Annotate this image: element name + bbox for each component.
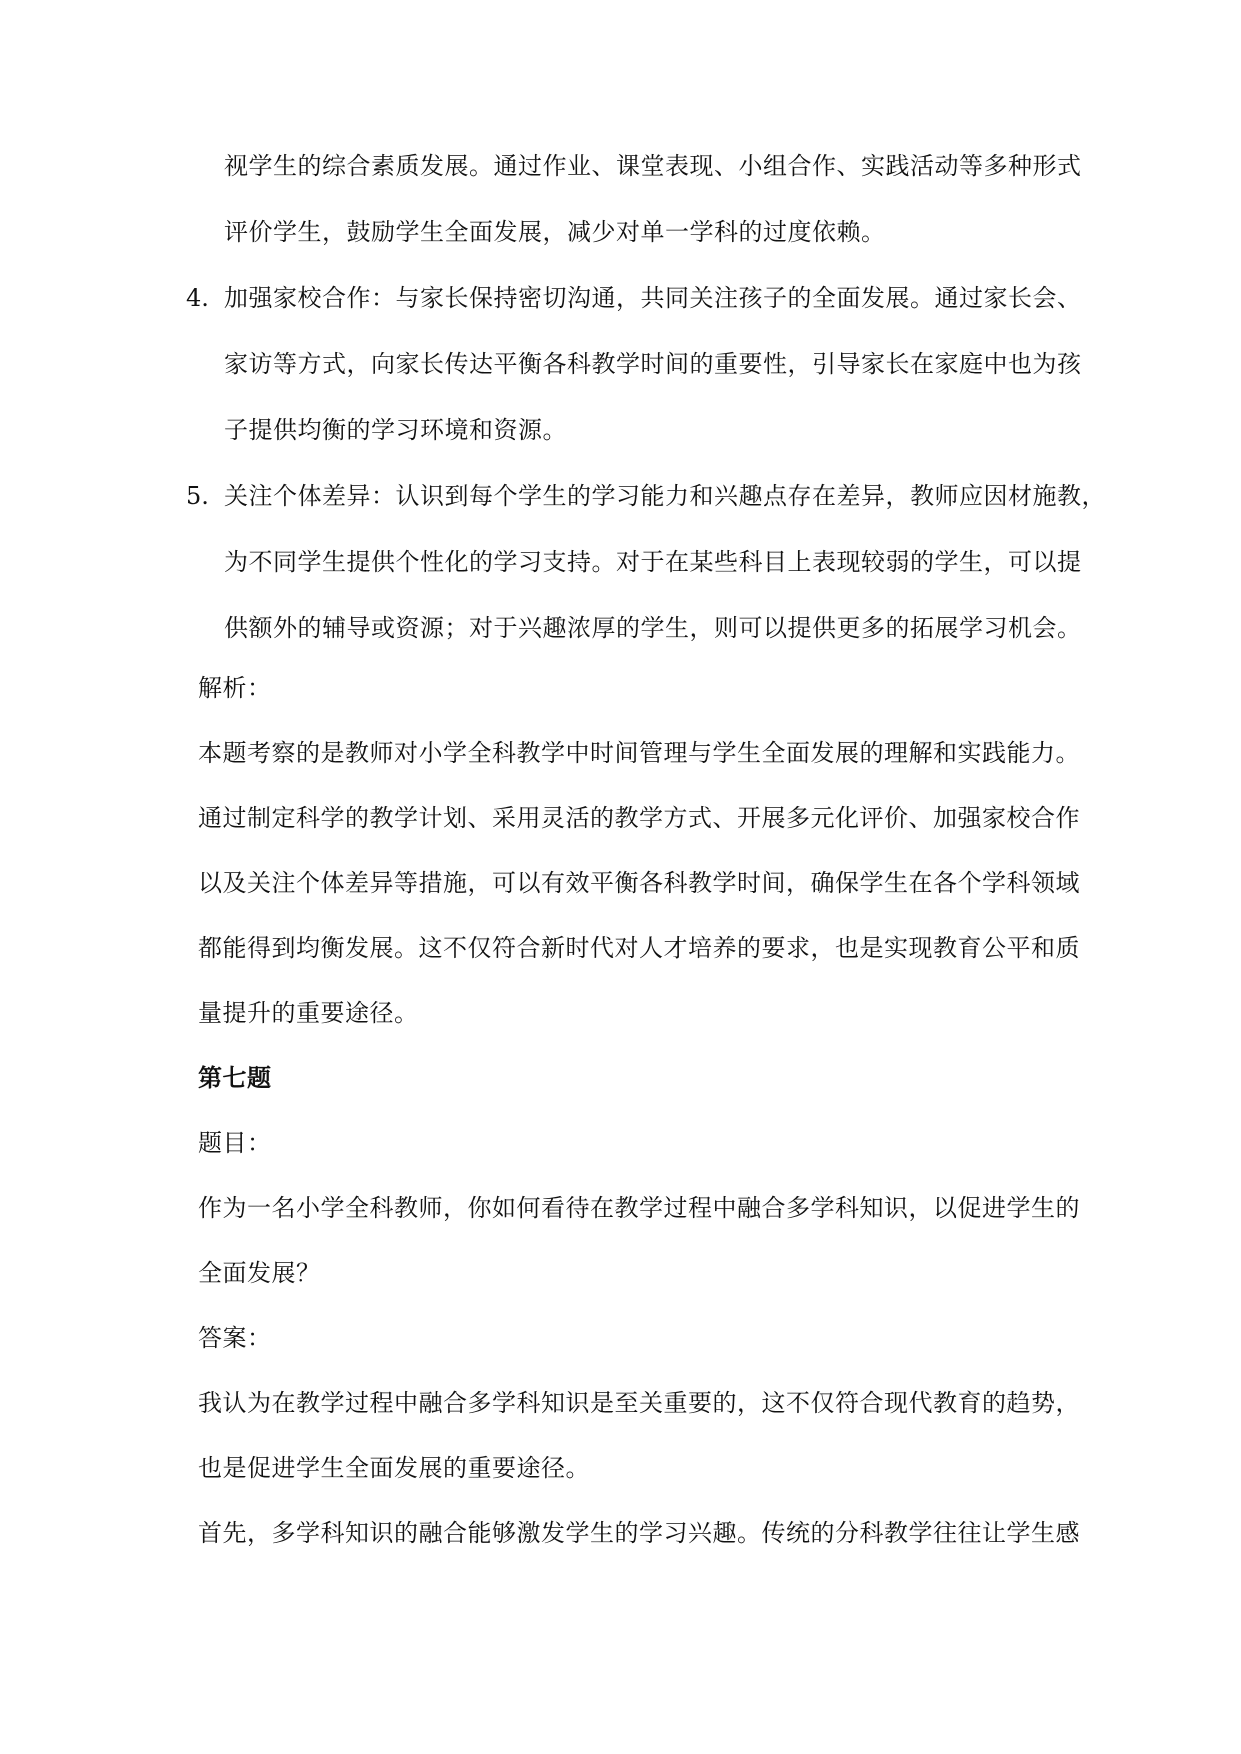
list-item-5-line-1: 关注个体差异：认识到每个学生的学习能力和兴趣点存在差异，教师应因材施教， [224, 482, 1106, 510]
analysis-line-3: 以及关注个体差异等措施，可以有效平衡各科教学时间，确保学生在各个学科领域 [198, 869, 1080, 897]
analysis-line-1: 本题考察的是教师对小学全科教学中时间管理与学生全面发展的理解和实践能力。 [198, 739, 1080, 767]
question-line-2: 全面发展？ [198, 1259, 321, 1287]
list-item-4-number: 4. [186, 284, 209, 312]
list-continuation-line-2: 评价学生，鼓励学生全面发展，减少对单一学科的过度依赖。 [224, 218, 886, 246]
list-item-5-number: 5. [186, 482, 209, 510]
list-item-4-line-2: 家访等方式，向家长传达平衡各科教学时间的重要性，引导家长在家庭中也为孩 [224, 350, 1082, 378]
list-continuation-line-1: 视学生的综合素质发展。通过作业、课堂表现、小组合作、实践活动等多种形式 [224, 152, 1082, 180]
list-item-5-line-2: 为不同学生提供个性化的学习支持。对于在某些科目上表现较弱的学生，可以提 [224, 548, 1082, 576]
analysis-line-5: 量提升的重要途径。 [198, 999, 419, 1027]
list-item-4-line-1: 加强家校合作：与家长保持密切沟通，共同关注孩子的全面发展。通过家长会、 [224, 284, 1082, 312]
analysis-label: 解析： [198, 674, 272, 702]
question-line-1: 作为一名小学全科教师，你如何看待在教学过程中融合多学科知识，以促进学生的 [198, 1194, 1080, 1222]
question-label: 题目： [198, 1129, 272, 1157]
list-item-5-line-3: 供额外的辅导或资源；对于兴趣浓厚的学生，则可以提供更多的拓展学习机会。 [224, 614, 1082, 642]
paragraph-first-line: 首先，多学科知识的融合能够激发学生的学习兴趣。传统的分科教学往往让学生感 [198, 1519, 1080, 1547]
answer-line-1: 我认为在教学过程中融合多学科知识是至关重要的，这不仅符合现代教育的趋势， [198, 1389, 1080, 1417]
list-item-4-line-3: 子提供均衡的学习环境和资源。 [224, 416, 567, 444]
analysis-line-4: 都能得到均衡发展。这不仅符合新时代对人才培养的要求，也是实现教育公平和质 [198, 934, 1080, 962]
analysis-line-2: 通过制定科学的教学计划、采用灵活的教学方式、开展多元化评价、加强家校合作 [198, 804, 1080, 832]
question-7-heading: 第七题 [198, 1064, 272, 1092]
answer-line-2: 也是促进学生全面发展的重要途径。 [198, 1454, 590, 1482]
answer-label: 答案： [198, 1324, 272, 1352]
